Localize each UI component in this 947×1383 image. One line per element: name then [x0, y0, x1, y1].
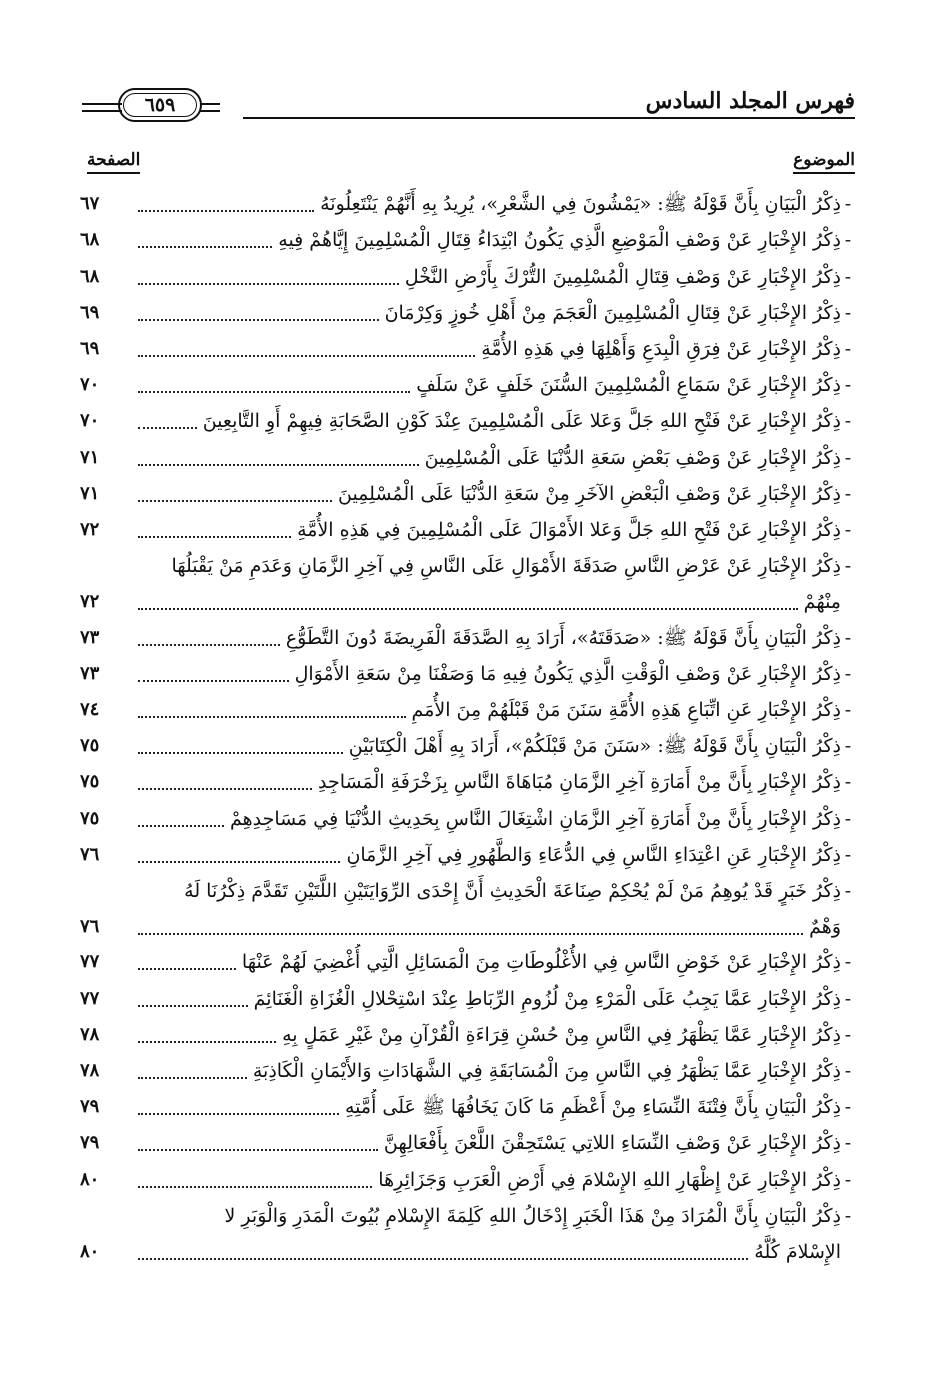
entry-title: ذِكْرُ الْبَيَانِ بِأَنَّ قَوْلَهُ ﷺ: «سَنَنَ مَنْ قَبْلَكُمْ»، أَرَادَ بِهِ أَهْلَ الْكِتَابَيْنِ — [348, 735, 841, 758]
entry-dash: - — [844, 446, 852, 469]
entry-page-number: ٦٩ — [80, 337, 100, 359]
entry-title: ذِكْرُ الْبَيَانِ بِأَنَّ قَوْلَهُ ﷺ: «يَمْشُونَ فِي الشَّعْرِ»، يُرِيدُ بِهِ أَنَّهُمْ يَنْتَعِلُونَهُ — [320, 193, 841, 216]
leader-dots — [138, 1041, 276, 1043]
entry-title: ذِكْرُ الإِخْبَارِ عَنْ وَصْفِ قِتَالِ الْمُسْلِمِينَ التُّرْكَ بِأَرْضِ النَّخْلِ — [404, 265, 841, 288]
leader-dots — [138, 1186, 372, 1188]
entry-dash: - — [844, 482, 852, 505]
index-entry — [80, 512, 855, 548]
page-number: ٦٥٩ — [123, 93, 197, 117]
leader-dots — [138, 716, 406, 718]
leader-dots — [138, 752, 343, 754]
entry-continuation — [80, 584, 841, 620]
entry-dash: - — [844, 1132, 852, 1155]
leader-dots — [138, 246, 272, 248]
leader-dots — [138, 391, 410, 393]
entry-title: ذِكْرُ الإِخْبَارِ عَنْ وَصْفِ النِّسَاءِ اللاتِي يَسْتَحِقْنَ اللَّعْنَ بِأَفْعَالِهِنَّ — [383, 1132, 841, 1155]
entry-title: ذِكْرُ الإِخْبَارِ عَنْ فَتْحِ اللهِ جَلَّ وَعَلا الأَمْوَالَ عَلَى الْمُسْلِمِينَ فِي هَذِهِ الأُمَّةِ — [297, 518, 841, 541]
entry-dash: - — [844, 518, 852, 541]
index-entry — [80, 258, 855, 294]
entry-title: ذِكْرُ الإِخْبَارِ عَنْ خَوْضِ النَّاسِ فِي الأُغْلُوطَاتِ مِنَ الْمَسَائِلِ الَّتِي أُغْضِيَ لَهُمْ عَنْهَا — [241, 951, 841, 974]
entry-dash: - — [844, 374, 852, 397]
entry-page-number: ٦٨ — [80, 265, 100, 287]
entry-page-number: ٧٥ — [80, 807, 100, 829]
entry-page-number: ٧٣ — [80, 662, 100, 684]
entry-dash: - — [844, 1204, 852, 1227]
entry-page-number: ٧٩ — [80, 1096, 100, 1118]
entry-title-continued: مِنْهُمْ — [803, 590, 841, 613]
entry-page-number: ٧٦ — [80, 843, 100, 865]
entry-title: ذِكْرُ الإِخْبَارِ عَنْ عَرْضِ النَّاسِ صَدَقَةَ الأَمْوَالِ عَلَى النَّاسِ فِي آخِرِ الزَّمَانِ وَعَدَمِ مَنْ يَقْبَلُهَا — [171, 554, 841, 577]
entry-title: ذِكْرُ الإِخْبَارِ عَمَّا يَظْهَرُ فِي النَّاسِ مِنْ حُسْنِ قِرَاءَةِ الْقُرْآنِ مِنْ غَيْرِ عَمَلٍ بِهِ — [282, 1023, 841, 1046]
page-number-badge — [118, 88, 202, 122]
index-entry — [80, 476, 855, 512]
header-rule-mid-top — [200, 103, 220, 105]
entry-dash: - — [844, 987, 852, 1010]
entry-title: ذِكْرُ الإِخْبَارِ بِأَنَّ مِنْ أَمَارَةِ آخِرِ الزَّمَانِ مُبَاهَاةَ النَّاسِ بِزَخْرَفَةِ الْمَسَاجِدِ — [318, 771, 841, 794]
leader-dots — [138, 968, 236, 970]
entry-page-number: ٧١ — [80, 482, 100, 504]
entry-dash: - — [844, 1023, 852, 1046]
leader-dots — [138, 283, 399, 285]
header-rule-left-bottom — [82, 110, 122, 112]
leader-dots — [138, 355, 475, 357]
index-entry — [80, 800, 855, 836]
index-entries — [80, 186, 855, 1269]
leader-dots — [138, 1005, 248, 1007]
entry-dash: - — [844, 193, 852, 216]
entry-page-number: ٧٩ — [80, 1132, 100, 1154]
entry-dash: - — [844, 626, 852, 649]
entry-title: ذِكْرُ الإِخْبَارِ عَنْ إِظْهَارِ اللهِ الإِسْلامَ فِي أَرْضِ الْعَرَبِ وَجَزَائِرِهَا — [378, 1168, 841, 1191]
leader-dots — [138, 861, 340, 863]
entry-page-number: ٧٤ — [80, 698, 100, 720]
entry-dash: - — [844, 337, 852, 360]
entry-title: ذِكْرُ الإِخْبَارِ عَنْ قِتَالِ الْمُسْلِمِينَ الْعَجَمَ مِنْ أَهْلِ خُوزٍ وَكِرْمَانَ — [384, 301, 841, 324]
index-entry — [80, 728, 855, 764]
index-entry — [80, 619, 855, 655]
entry-title: ذِكْرُ الْبَيَانِ بِأَنَّ فِتْنَةَ النِّسَاءِ مِنْ أَعْظَمِ مَا كَانَ يَخَافُهَا ﷺ عَلَى أُمَّتِهِ — [345, 1096, 841, 1119]
leader-dots — [138, 1258, 748, 1260]
index-entry — [80, 764, 855, 800]
leader-dots — [138, 427, 197, 429]
entry-dash: - — [844, 554, 852, 577]
leader-dots — [138, 319, 379, 321]
index-entry — [80, 980, 855, 1016]
running-title: فهرس المجلد السادس — [645, 88, 855, 114]
entry-page-number: ٧٥ — [80, 771, 100, 793]
index-entry — [80, 873, 855, 945]
entry-dash: - — [844, 698, 852, 721]
entry-title: ذِكْرُ الإِخْبَارِ عَنِ اعْتِدَاءِ النَّاسِ فِي الدُّعَاءِ وَالطَّهُورِ فِي آخِرِ الزَّمَانِ — [346, 843, 841, 866]
index-entry — [80, 1161, 855, 1197]
index-entry — [80, 656, 855, 692]
entry-title: ذِكْرُ الإِخْبَارِ عَنْ فِرَقِ الْبِدَعِ وَأَهْلِهَا فِي هَذِهِ الأُمَّةِ — [481, 337, 841, 360]
entry-dash: - — [844, 879, 852, 902]
leader-dots — [138, 210, 314, 212]
index-entry — [80, 837, 855, 873]
entry-title: ذِكْرُ الإِخْبَارِ عَنْ وَصْفِ الْوَقْتِ الَّذِي يَكُونُ فِيهِ مَا وَصَفْنَا مِنْ سَعَةِ الأَمْوَالِ — [294, 662, 841, 685]
entry-page-number: ٧٠ — [80, 410, 100, 432]
entry-dash: - — [844, 410, 852, 433]
entry-dash: - — [844, 1059, 852, 1082]
entry-page-number: ٧٣ — [80, 626, 100, 648]
index-entry — [80, 295, 855, 331]
entry-page-number: ٧٧ — [80, 987, 100, 1009]
header-rule — [243, 117, 855, 119]
index-entry — [80, 367, 855, 403]
header-rule-mid-bottom — [200, 110, 220, 112]
leader-dots — [138, 933, 803, 935]
column-head-underline — [87, 172, 140, 174]
column-head-topic-label: الموضوع — [793, 150, 855, 170]
entry-page-number: ٨٠ — [80, 1240, 100, 1262]
entry-page-number: ٧٨ — [80, 1059, 100, 1081]
leader-dots — [138, 1149, 378, 1151]
index-entry — [80, 692, 855, 728]
header-rule-left-top — [82, 103, 122, 105]
index-entry — [80, 439, 855, 475]
index-entry — [80, 186, 855, 222]
entry-page-number: ٧٢ — [80, 590, 100, 612]
entry-body — [80, 1198, 841, 1270]
entry-dash: - — [844, 843, 852, 866]
entry-title: ذِكْرُ الْبَيَانِ بِأَنَّ الْمُرَادَ مِنْ هَذَا الْخَبَرِ إِدْخَالُ اللهِ كَلِمَةَ الإِسْلامِ بُيُوتَ الْمَدَرِ وَالْوَبَرِ لا — [224, 1204, 841, 1227]
entry-dash: - — [844, 771, 852, 794]
entry-title: ذِكْرُ الإِخْبَارِ عَنْ وَصْفِ بَعْضِ سَعَةِ الدُّنْيَا عَلَى الْمُسْلِمِينَ — [424, 446, 841, 469]
leader-dots — [138, 500, 332, 502]
leader-dots — [138, 788, 312, 790]
entry-dash: - — [844, 735, 852, 758]
entry-dash: - — [844, 951, 852, 974]
entry-title-continued: الإِسْلامَ كُلَّهُ — [754, 1240, 841, 1263]
entry-page-number: ٧٥ — [80, 735, 100, 757]
entry-dash: - — [844, 265, 852, 288]
index-entry — [80, 1053, 855, 1089]
leader-dots — [138, 608, 798, 610]
index-entry — [80, 944, 855, 980]
leader-dots — [138, 680, 289, 682]
entry-continuation — [80, 909, 841, 945]
entry-page-number: ٧٨ — [80, 1023, 100, 1045]
leader-dots — [138, 644, 280, 646]
entry-title-continued: وَهْمٌ — [809, 915, 841, 938]
column-head-topic — [793, 150, 855, 174]
entry-dash: - — [844, 229, 852, 252]
leader-dots — [138, 825, 224, 827]
entry-page-number: ٧٢ — [80, 518, 100, 540]
entry-title: ذِكْرُ الإِخْبَارِ بِأَنَّ مِنْ أَمَارَةِ آخِرِ الزَّمَانِ اشْتِغَالَ النَّاسِ بِحَدِيثِ الدُّنْيَا فِي مَسَاجِدِهِمْ — [229, 807, 841, 830]
index-entry — [80, 548, 855, 620]
entry-title: ذِكْرُ الإِخْبَارِ عَنْ فَتْحِ اللهِ جَلَّ وَعَلا عَلَى الْمُسْلِمِينَ عِنْدَ كَوْنِ الصَّحَابَةِ فِيهِمْ أَوِ التَّابِعِينَ — [202, 410, 841, 433]
entry-title: ذِكْرُ الإِخْبَارِ عَمَّا يَجِبُ عَلَى الْمَرْءِ مِنْ لُزُومِ الرِّبَاطِ عِنْدَ اسْتِحْلالِ الْغُزَاةِ الْغَنَائِمَ — [253, 987, 841, 1010]
index-entry — [80, 1089, 855, 1125]
entry-title: ذِكْرُ خَبَرٍ قَدْ يُوهِمُ مَنْ لَمْ يُحْكِمْ صِنَاعَةَ الْحَدِيثِ أَنَّ إِحْدَى الرِّوَايَتَيْنِ اللَّتَيْنِ تَقَدَّمَ ذِكْرُنَا لَهُ — [184, 879, 841, 902]
entry-page-number: ٨٠ — [80, 1168, 100, 1190]
column-head-page — [87, 150, 140, 174]
entry-title: ذِكْرُ الْبَيَانِ بِأَنَّ قَوْلَهُ ﷺ: «صَدَقَتَهُ»، أَرَادَ بِهِ الصَّدَقَةَ الْفَرِيضَةَ دُونَ التَّطَوُّعِ — [285, 626, 841, 649]
entry-title: ذِكْرُ الإِخْبَارِ عَنِ اتِّبَاعِ هَذِهِ الأُمَّةِ سَنَنَ مَنْ قَبْلَهُمْ مِنَ الأُمَمِ — [411, 698, 841, 721]
index-entry — [80, 331, 855, 367]
entry-title: ذِكْرُ الإِخْبَارِ عَنْ وَصْفِ الْمَوْضِعِ الَّذِي يَكُونُ ابْتِدَاءُ قِتَالِ الْمُسْلِمِينَ إِيَّاهُمْ فِيهِ — [278, 229, 841, 252]
leader-dots — [138, 1113, 339, 1115]
entry-page-number: ٧٧ — [80, 951, 100, 973]
entry-page-number: ٧٠ — [80, 374, 100, 396]
index-entry — [80, 1125, 855, 1161]
entry-page-number: ٧٦ — [80, 915, 100, 937]
entry-title: ذِكْرُ الإِخْبَارِ عَنْ وَصْفِ الْبَعْضِ الآخَرِ مِنْ سَعَةِ الدُّنْيَا عَلَى الْمُسْلِمِينَ — [337, 482, 841, 505]
entry-continuation — [80, 1234, 841, 1270]
index-entry — [80, 1017, 855, 1053]
entry-page-number: ٧١ — [80, 446, 100, 468]
index-entry — [80, 403, 855, 439]
entry-page-number: ٦٧ — [80, 193, 100, 215]
entry-body — [80, 548, 841, 620]
column-head-page-label: الصفحة — [87, 150, 141, 170]
leader-dots — [138, 464, 419, 466]
entry-title: ذِكْرُ الإِخْبَارِ عَمَّا يَظْهَرُ فِي النَّاسِ مِنَ الْمُسَابَقَةِ فِي الشَّهَادَاتِ وَالأَيْمَانِ الْكَاذِبَةِ — [252, 1059, 841, 1082]
column-head-underline — [793, 172, 855, 174]
index-entry — [80, 222, 855, 258]
entry-dash: - — [844, 1168, 852, 1191]
leader-dots — [138, 1077, 247, 1079]
leader-dots — [138, 536, 291, 538]
index-entry — [80, 1198, 855, 1270]
entry-dash: - — [844, 662, 852, 685]
entry-page-number: ٦٨ — [80, 229, 100, 251]
entry-dash: - — [844, 807, 852, 830]
entry-dash: - — [844, 301, 852, 324]
entry-page-number: ٦٩ — [80, 301, 100, 323]
entry-dash: - — [844, 1096, 852, 1119]
entry-body — [80, 873, 841, 945]
entry-title: ذِكْرُ الإِخْبَارِ عَنْ سَمَاعِ الْمُسْلِمِينَ السُّنَنَ خَلَفٍ عَنْ سَلَفٍ — [416, 374, 841, 397]
